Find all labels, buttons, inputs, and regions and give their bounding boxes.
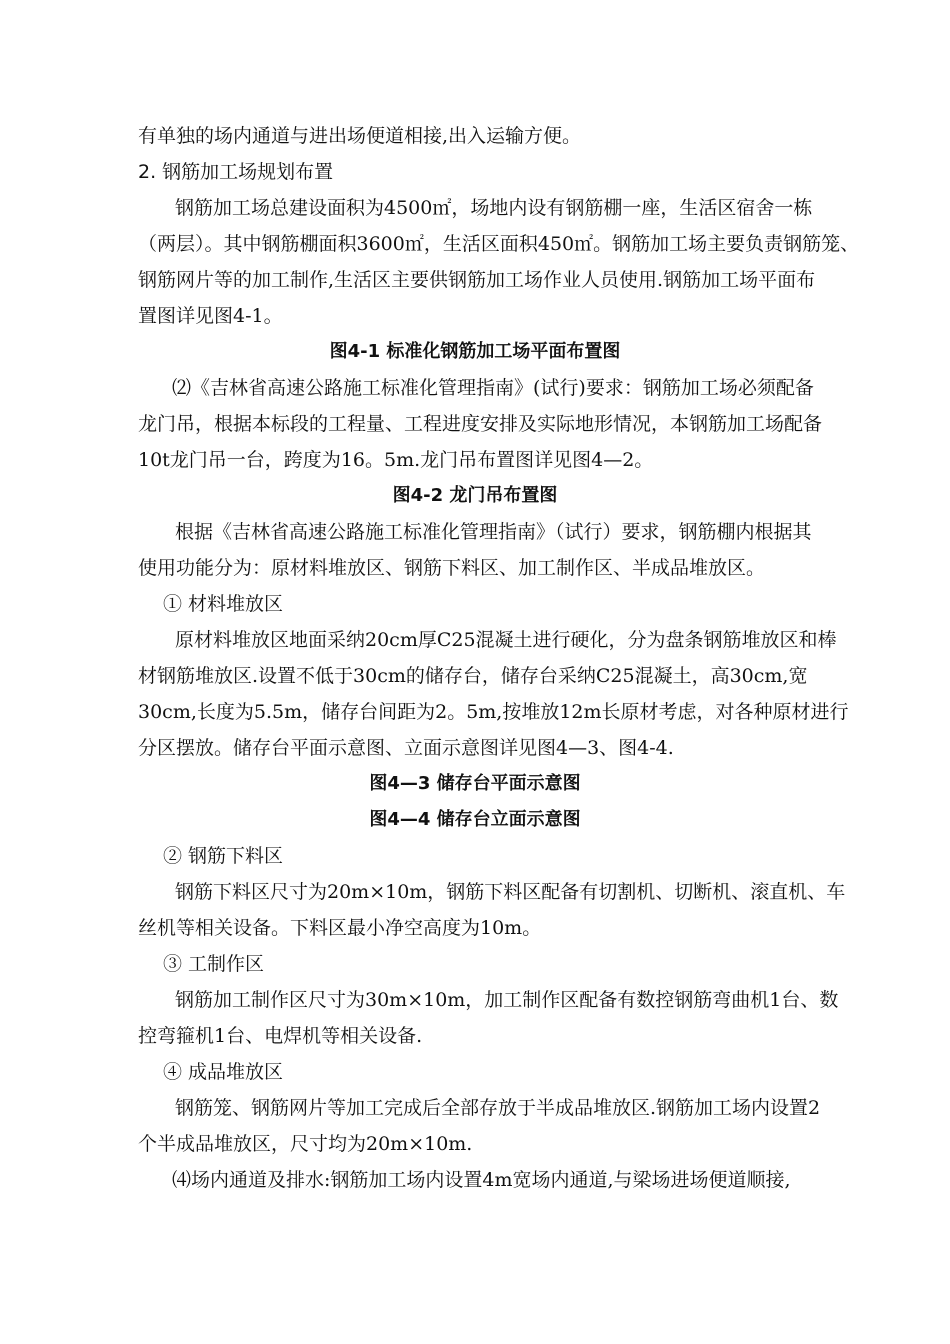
section-heading: 2. 钢筋加工场规划布置 <box>138 161 334 183</box>
paragraph-line: ⑷场内通道及排水:钢筋加工场内设置4m宽场内通道,与梁场进场便道顺接, <box>172 1169 791 1191</box>
paragraph-line: 钢筋网片等的加工制作,生活区主要供钢筋加工场作业人员使用.钢筋加工场平面布 <box>138 269 816 291</box>
paragraph-line: 丝机等相关设备。下料区最小净空高度为10m。 <box>138 917 542 939</box>
paragraph-line: 材钢筋堆放区.设置不低于30cm的储存台，储存台采纳C25混凝土，高30cm,宽 <box>138 665 808 687</box>
paragraph-line: 原材料堆放区地面采纳20cm厚C25混凝土进行硬化，分为盘条钢筋堆放区和棒 <box>175 629 837 651</box>
subsection-heading: ③ 工制作区 <box>163 953 265 975</box>
paragraph-line: 钢筋笼、钢筋网片等加工完成后全部存放于半成品堆放区.钢筋加工场内设置2 <box>175 1097 821 1119</box>
paragraph-line: ⑵《吉林省高速公路施工标准化管理指南》(试行)要求：钢筋加工场必须配备 <box>172 377 814 399</box>
subsection-heading: ① 材料堆放区 <box>163 593 284 615</box>
paragraph-line: 龙门吊，根据本标段的工程量、工程进度安排及实际地形情况，本钢筋加工场配备 <box>138 413 823 435</box>
paragraph-line: 有单独的场内通道与进出场便道相接,出入运输方便。 <box>138 125 582 147</box>
paragraph-line: 钢筋加工场总建设面积为4500㎡，场地内设有钢筋棚一座，生活区宿舍一栋 <box>175 197 813 219</box>
paragraph-line: 个半成品堆放区，尺寸均为20m×10m. <box>138 1133 473 1155</box>
figure-caption: 图4—4 储存台立面示意图 <box>369 809 581 830</box>
paragraph-line: 根据《吉林省高速公路施工标准化管理指南》（试行）要求，钢筋棚内根据其 <box>175 521 812 543</box>
paragraph-line: 钢筋下料区尺寸为20m×10m，钢筋下料区配备有切割机、切断机、滚直机、车 <box>175 881 846 903</box>
figure-caption: 图4-2 龙门吊布置图 <box>392 485 558 506</box>
subsection-heading: ④ 成品堆放区 <box>163 1061 284 1083</box>
paragraph-line: 置图详见图4-1。 <box>138 305 283 327</box>
paragraph-line: 30cm,长度为5.5m，储存台间距为2。5m,按堆放12m长原材考虑，对各种原材进行 <box>138 701 849 723</box>
paragraph-line: 使用功能分为：原材料堆放区、钢筋下料区、加工制作区、半成品堆放区。 <box>138 557 766 579</box>
paragraph-line: 钢筋加工制作区尺寸为30m×10m，加工制作区配备有数控钢筋弯曲机1台、数 <box>175 989 839 1011</box>
paragraph-line: 控弯箍机1台、电焊机等相关设备. <box>138 1025 423 1047</box>
figure-caption: 图4-1 标准化钢筋加工场平面布置图 <box>329 341 621 362</box>
figure-caption: 图4—3 储存台平面示意图 <box>369 773 581 794</box>
paragraph-line: 分区摆放。储存台平面示意图、立面示意图详见图4—3、图4-4. <box>138 737 674 759</box>
paragraph-line: （两层）。其中钢筋棚面积3600㎡，生活区面积450㎡。钢筋加工场主要负责钢筋笼、 <box>138 233 860 255</box>
paragraph-line: 10t龙门吊一台，跨度为16。5m.龙门吊布置图详见图4—2。 <box>138 449 654 471</box>
subsection-heading: ② 钢筋下料区 <box>163 845 284 867</box>
